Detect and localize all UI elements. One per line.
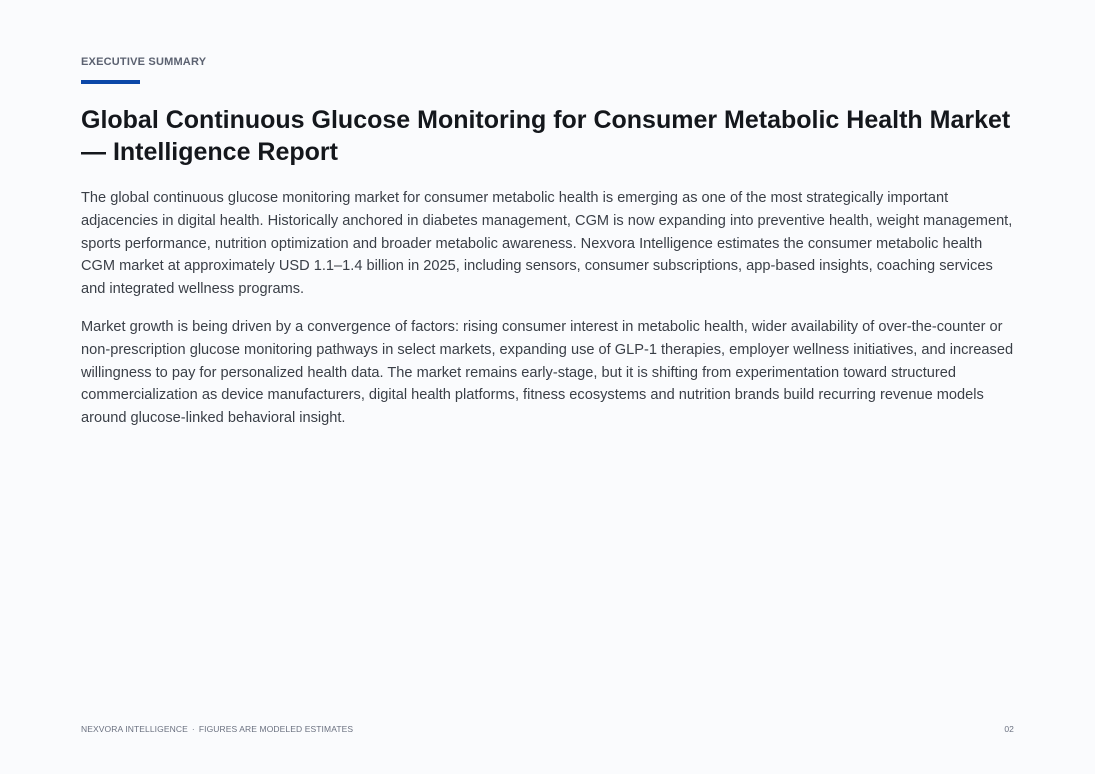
footer-disclaimer: FIGURES ARE MODELED ESTIMATES <box>198 724 354 734</box>
page-number: 02 <box>1004 724 1014 734</box>
footer-brand: NEXVORA INTELLIGENCE <box>81 724 188 734</box>
section-label: EXECUTIVE SUMMARY <box>81 56 207 68</box>
page-title: Global Continuous Glucose Monitoring for Consumer Metabolic Health Market — Intelligence Report <box>81 106 1011 166</box>
accent-bar <box>81 80 140 84</box>
page-footer <box>81 724 1016 738</box>
summary-paragraph-2: Market growth is being driven by a convergence of factors: rising consumer interest in metabolic health, wider availability of over-the-counter or non-prescription glucose monitoring pathways in select markets, expanding use of GLP-1 therapies, employer wellness initiatives, and increased willingness to pay for personalized health data. The market remains early-stage, but it is shifting from experimentation toward structured commercialization as device manufacturers, digital health platforms, fitness ecosystems and nutrition brands build recurring revenue models around glucose-linked behavioral insight. <box>81 319 1014 427</box>
summary-paragraph-1: The global continuous glucose monitoring market for consumer metabolic health is emerging as one of the most strategically important adjacencies in digital health. Historically anchored in diabetes management, CGM is now expanding into preventive health, weight management, sports performance, nutrition optimization and broader metabolic awareness. Nexvora Intelligence estimates the consumer metabolic health CGM market at approximately USD 1.1–1.4 billion in 2025, including sensors, consumer subscriptions, app-based insights, coaching services and integrated wellness programs. <box>81 190 1013 298</box>
footer-separator: · <box>191 724 195 734</box>
footer-note <box>81 724 353 734</box>
report-page <box>81 0 1016 774</box>
